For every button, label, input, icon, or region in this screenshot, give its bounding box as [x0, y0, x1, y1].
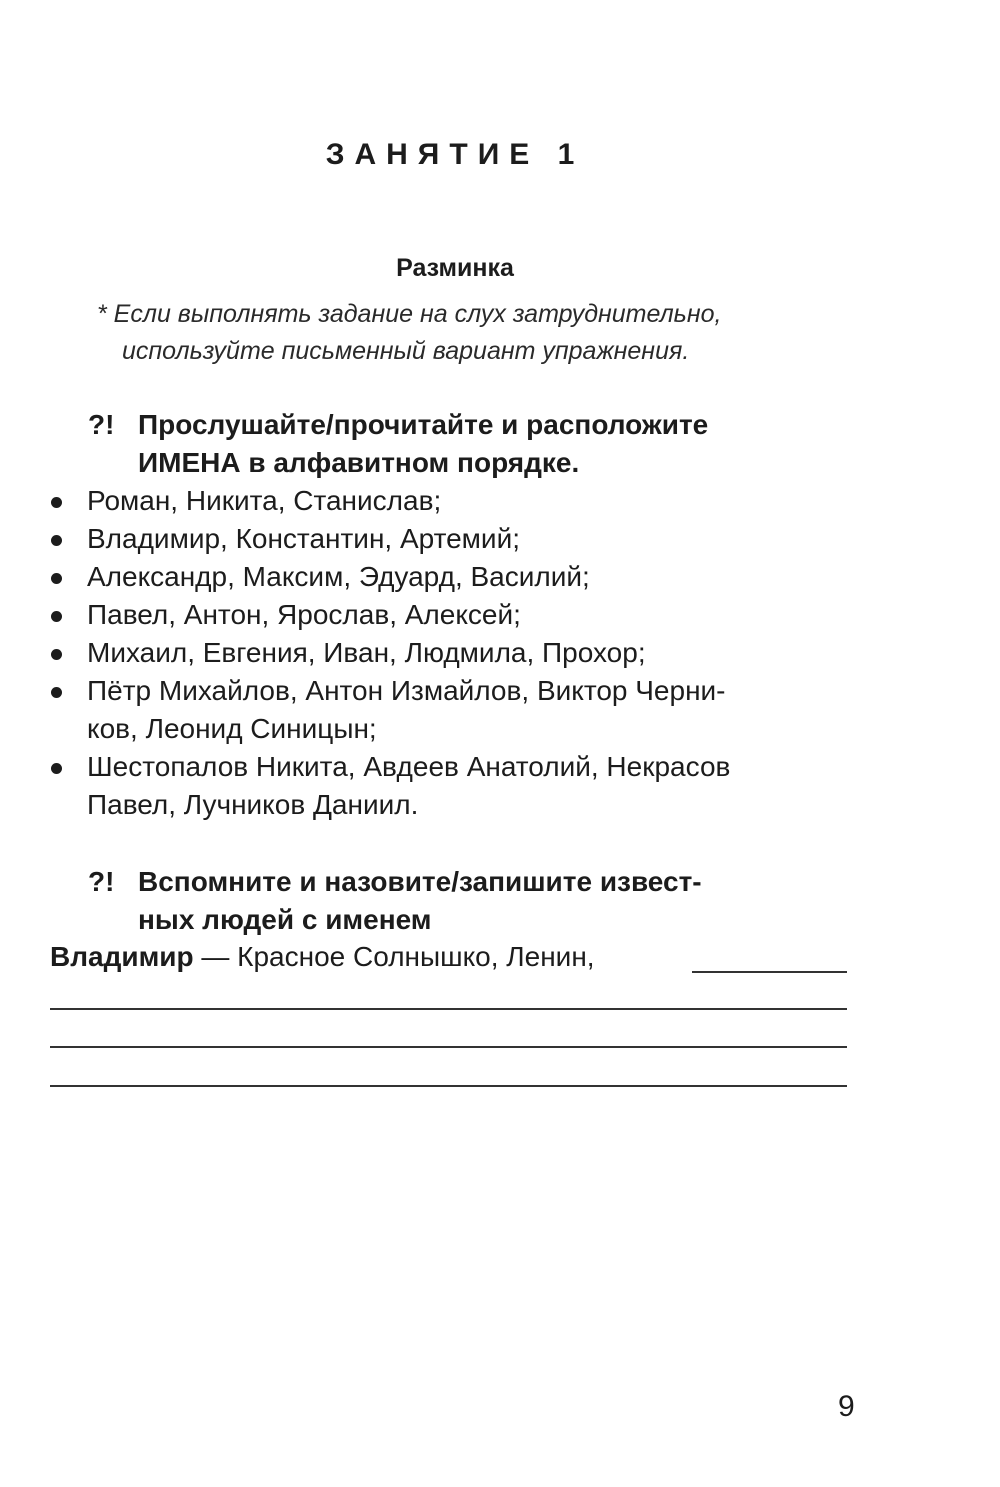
page-number: 9: [838, 1390, 855, 1423]
bullet-icon: [51, 535, 62, 546]
task-heading-line: ных людей с именем: [138, 904, 432, 935]
list-item: Александр, Максим, Эдуард, Василий;: [87, 561, 590, 592]
bullet-icon: [51, 649, 62, 660]
list-item: Шестопалов Никита, Авдеев Анатолий, Некрасов: [87, 751, 731, 782]
task-marker: ?!: [88, 866, 115, 897]
answer-blank-line[interactable]: [50, 1046, 847, 1048]
instruction-note-line: используйте письменный вариант упражнения.: [122, 337, 690, 365]
answer-blank-line[interactable]: [50, 1008, 847, 1010]
answer-examples: — Красное Солнышко, Ленин,: [193, 941, 595, 972]
bullet-icon: [51, 687, 62, 698]
bullet-icon: [51, 573, 62, 584]
list-item: Михаил, Евгения, Иван, Людмила, Прохор;: [87, 637, 646, 668]
answer-line: [50, 938, 595, 976]
task-heading-line: Вспомните и назовите/запишите извест-: [138, 866, 702, 897]
list-item-continuation: ков, Леонид Синицын;: [87, 713, 377, 744]
list-item: Роман, Никита, Станислав;: [87, 485, 442, 516]
list-item: Павел, Антон, Ярослав, Алексей;: [87, 599, 521, 630]
task-heading-line: ИМЕНА в алфавитном порядке.: [138, 447, 580, 478]
bullet-icon: [51, 763, 62, 774]
bullet-icon: [51, 611, 62, 622]
task-heading-line: Прослушайте/прочитайте и расположите: [138, 409, 709, 440]
bullet-icon: [51, 497, 62, 508]
answer-blank-line[interactable]: [50, 1085, 847, 1087]
section-title: Разминка: [396, 254, 514, 282]
answer-name: Владимир: [50, 941, 194, 972]
answer-blank-line[interactable]: [692, 971, 847, 973]
task-marker: ?!: [88, 409, 115, 440]
list-item: Владимир, Константин, Артемий;: [87, 523, 520, 554]
list-item-continuation: Павел, Лучников Даниил.: [87, 789, 419, 820]
list-item: Пётр Михайлов, Антон Измайлов, Виктор Черни-: [87, 675, 726, 706]
lesson-title: ЗАНЯТИЕ 1: [325, 138, 585, 171]
instruction-note-line: * Если выполнять задание на слух затруднительно,: [97, 300, 722, 328]
